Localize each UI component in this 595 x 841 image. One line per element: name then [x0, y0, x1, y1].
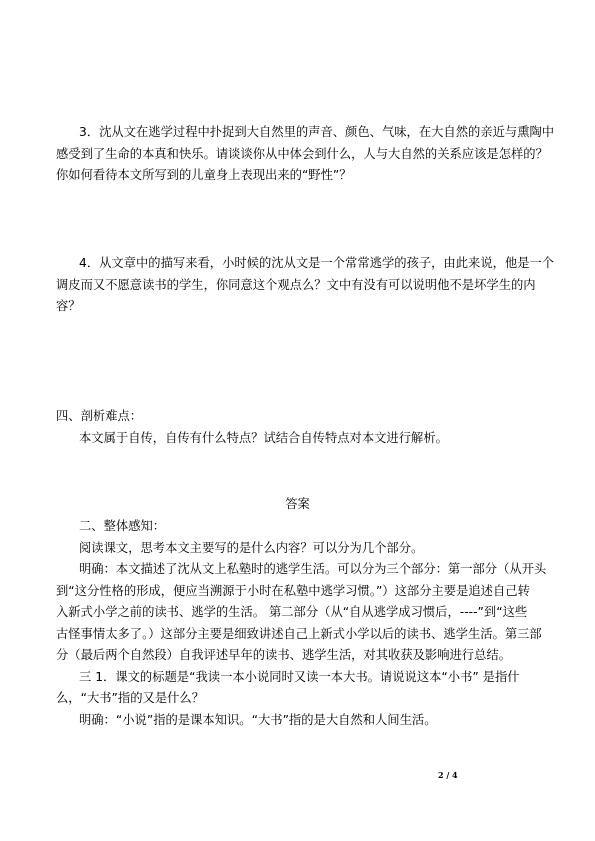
- answer-section-3-line-2: 么，“大书”指的又是什么？: [56, 691, 205, 705]
- question-4-line-1: 4．从文章中的描写来看，小时候的沈从文是一个常常逃学的孩子，由此来说，他是一个: [79, 256, 555, 270]
- answer-line-3: 入新式小学之前的读书、逃学的生活。 第二部分（从“自从逃学成习惯后，----”到“这些: [56, 605, 528, 619]
- section-4-text: 本文属于自传，自传有什么特点？试结合自传特点对本文进行解析。: [79, 431, 448, 445]
- answer-line-4: 古怪事情太多了。）这部分主要是细致讲述自己上新式小学以后的读书、逃学生活。第三部: [56, 627, 542, 641]
- question-4-line-2: 调皮而又不愿意读书的学生，你同意这个观点么？文中有没有可以说明他不是坏学生的内: [56, 278, 536, 292]
- answer-line-5: 分（最后两个自然段）自我评述早年的读书、逃学生活，对其收获及影响进行总结。: [56, 648, 511, 662]
- answer-question-line: 阅读课文，思考本文主要写的是什么内容？可以分为几个部分。: [79, 541, 424, 555]
- answer-line-1: 明确：本文描述了沈从文上私塾时的逃学生活。可以分为三个部分：第一部分（从开头: [79, 562, 547, 576]
- answer-section-3-line-1: 三 1．课文的标题是“我读一本小说同时又读一本大书。请说说这本“小书” 是指什: [79, 670, 520, 684]
- question-3-line-2: 感受到了生命的本真和快乐。请谈谈你从中体会到什么，人与大自然的关系应该是怎样的？: [56, 147, 548, 161]
- section-4-heading: 四、剖析难点：: [56, 409, 143, 423]
- answer-section-3-answer: 明确：“小说”指的是课本知识。“大书”指的是大自然和人间生活。: [79, 713, 437, 727]
- answer-section-2-heading: 二、整体感知：: [79, 519, 166, 533]
- answer-line-2: 到“这分性格的形成，便应当溯源于小时在私塾中逃学习惯。”）这部分主要是追述自己转: [56, 584, 530, 598]
- answer-title: 答案: [285, 497, 310, 511]
- question-4-line-3: 容？: [56, 299, 81, 313]
- page-number: 2 / 4: [438, 770, 458, 780]
- question-3-line-3: 你如何看待本文所写到的儿童身上表现出来的“野性”？: [56, 168, 352, 182]
- question-3-line-1: 3．沈从文在逃学过程中扑捉到大自然里的声音、颜色、气味，在大自然的亲近与熏陶中: [79, 125, 555, 139]
